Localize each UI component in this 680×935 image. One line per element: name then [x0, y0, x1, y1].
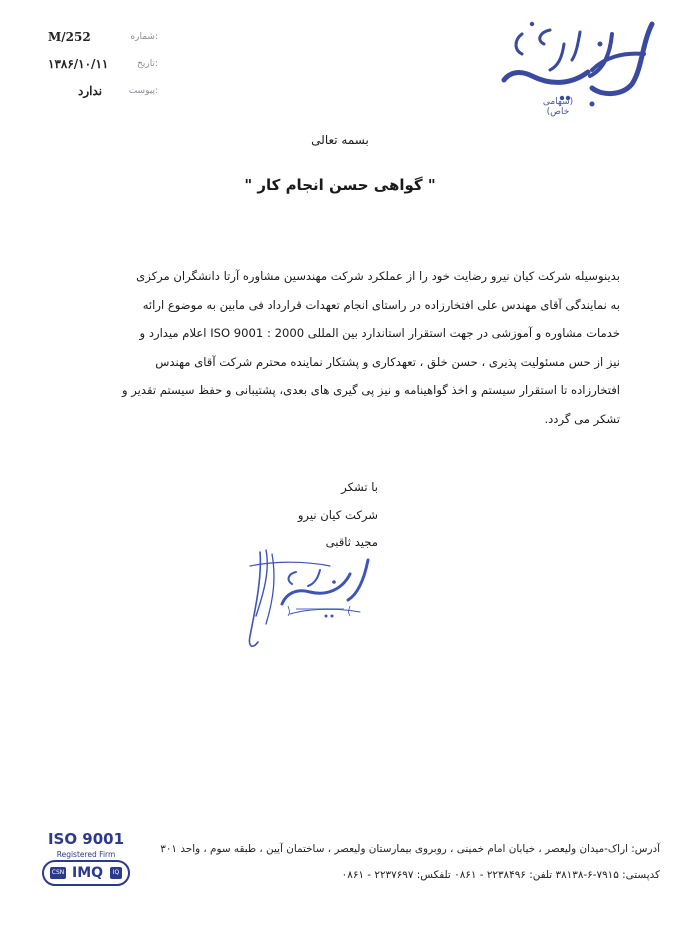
- date-value: ۱۳۸۶/۱۰/۱۱: [48, 57, 109, 71]
- cert-subtitle: Registered Firm: [56, 850, 116, 859]
- body-line: تشکر می گردد.: [544, 411, 620, 426]
- attachment-row: [28, 82, 158, 109]
- signoff: [220, 474, 378, 557]
- body-line: افتخارزاده تا استقرار سیستم و اخذ گواهینامه و نیز پی گیری های بعدی، پشتیبانی و حفظ سیستم تقدیر و: [121, 383, 620, 397]
- footer-contacts: کدپستی: ۷۹۱۵-۶-۳۸۱۳۸ تلفن: ۲۲۳۸۴۹۶ - ۰۸۶۱ تلفکس: ۲۲۳۷۶۹۷ - ۰۸۶۱: [341, 869, 660, 881]
- signer-name: مجید ثاقبی: [325, 535, 378, 549]
- cert-body: IMQ: [72, 865, 104, 881]
- body-line: بدینوسیله شرکت کیان نیرو رضایت خود را از عملکرد شرکت مهندسین مشاوره آرتا دانشگران مرکزی: [136, 269, 620, 283]
- iso-certification-badge: [38, 830, 134, 892]
- number-row: [28, 28, 158, 55]
- number-label: شماره:: [130, 32, 158, 42]
- date-row: [28, 55, 158, 82]
- closing-text: با تشکر: [341, 480, 378, 494]
- company-name: شرکت کیان نیرو: [297, 507, 378, 522]
- cert-right-mark: IQ: [110, 867, 122, 879]
- date-label: تاریخ:: [137, 59, 158, 69]
- attachment-value: ندارد: [78, 84, 103, 98]
- letter-body: [68, 262, 620, 433]
- body-line: نیز از حس مسئولیت پذیری ، حسن خلق ، تعهدکاری و پشتکار نماینده محترم شرکت آقای مهندس: [155, 354, 620, 369]
- body-line: خدمات مشاوره و آموزشی در جهت استقرار استاندارد بین المللی ISO 9001 : 2000 اعلام میدارد و: [139, 326, 620, 340]
- signature-stamp: [230, 546, 390, 656]
- bismillah: بسمه تعالی: [311, 133, 369, 147]
- body-line: به نمایندگی آقای مهندس علی افتخارزاده در راستای انجام تعهدات قرارداد فی مابین به موضوع ارائه: [142, 297, 620, 312]
- cert-left-mark: CSN: [50, 867, 66, 879]
- attachment-label: پیوست:: [128, 86, 158, 96]
- logo-tagline: (سهامی خاص): [542, 97, 574, 117]
- footer-address: آدرس: اراک-میدان ولیعصر ، خیابان امام خمینی ، روبروی بیمارستان ولیعصر ، ساختمان آیین ، طبقه سوم ، واحد ۳۰۱: [160, 843, 660, 855]
- letter-title: " گواهی حسن انجام کار ": [244, 176, 436, 194]
- cert-standard: ISO 9001: [47, 830, 125, 848]
- number-value: M/252: [48, 30, 91, 44]
- letter-meta: [28, 28, 158, 109]
- cert-oval: [42, 860, 130, 886]
